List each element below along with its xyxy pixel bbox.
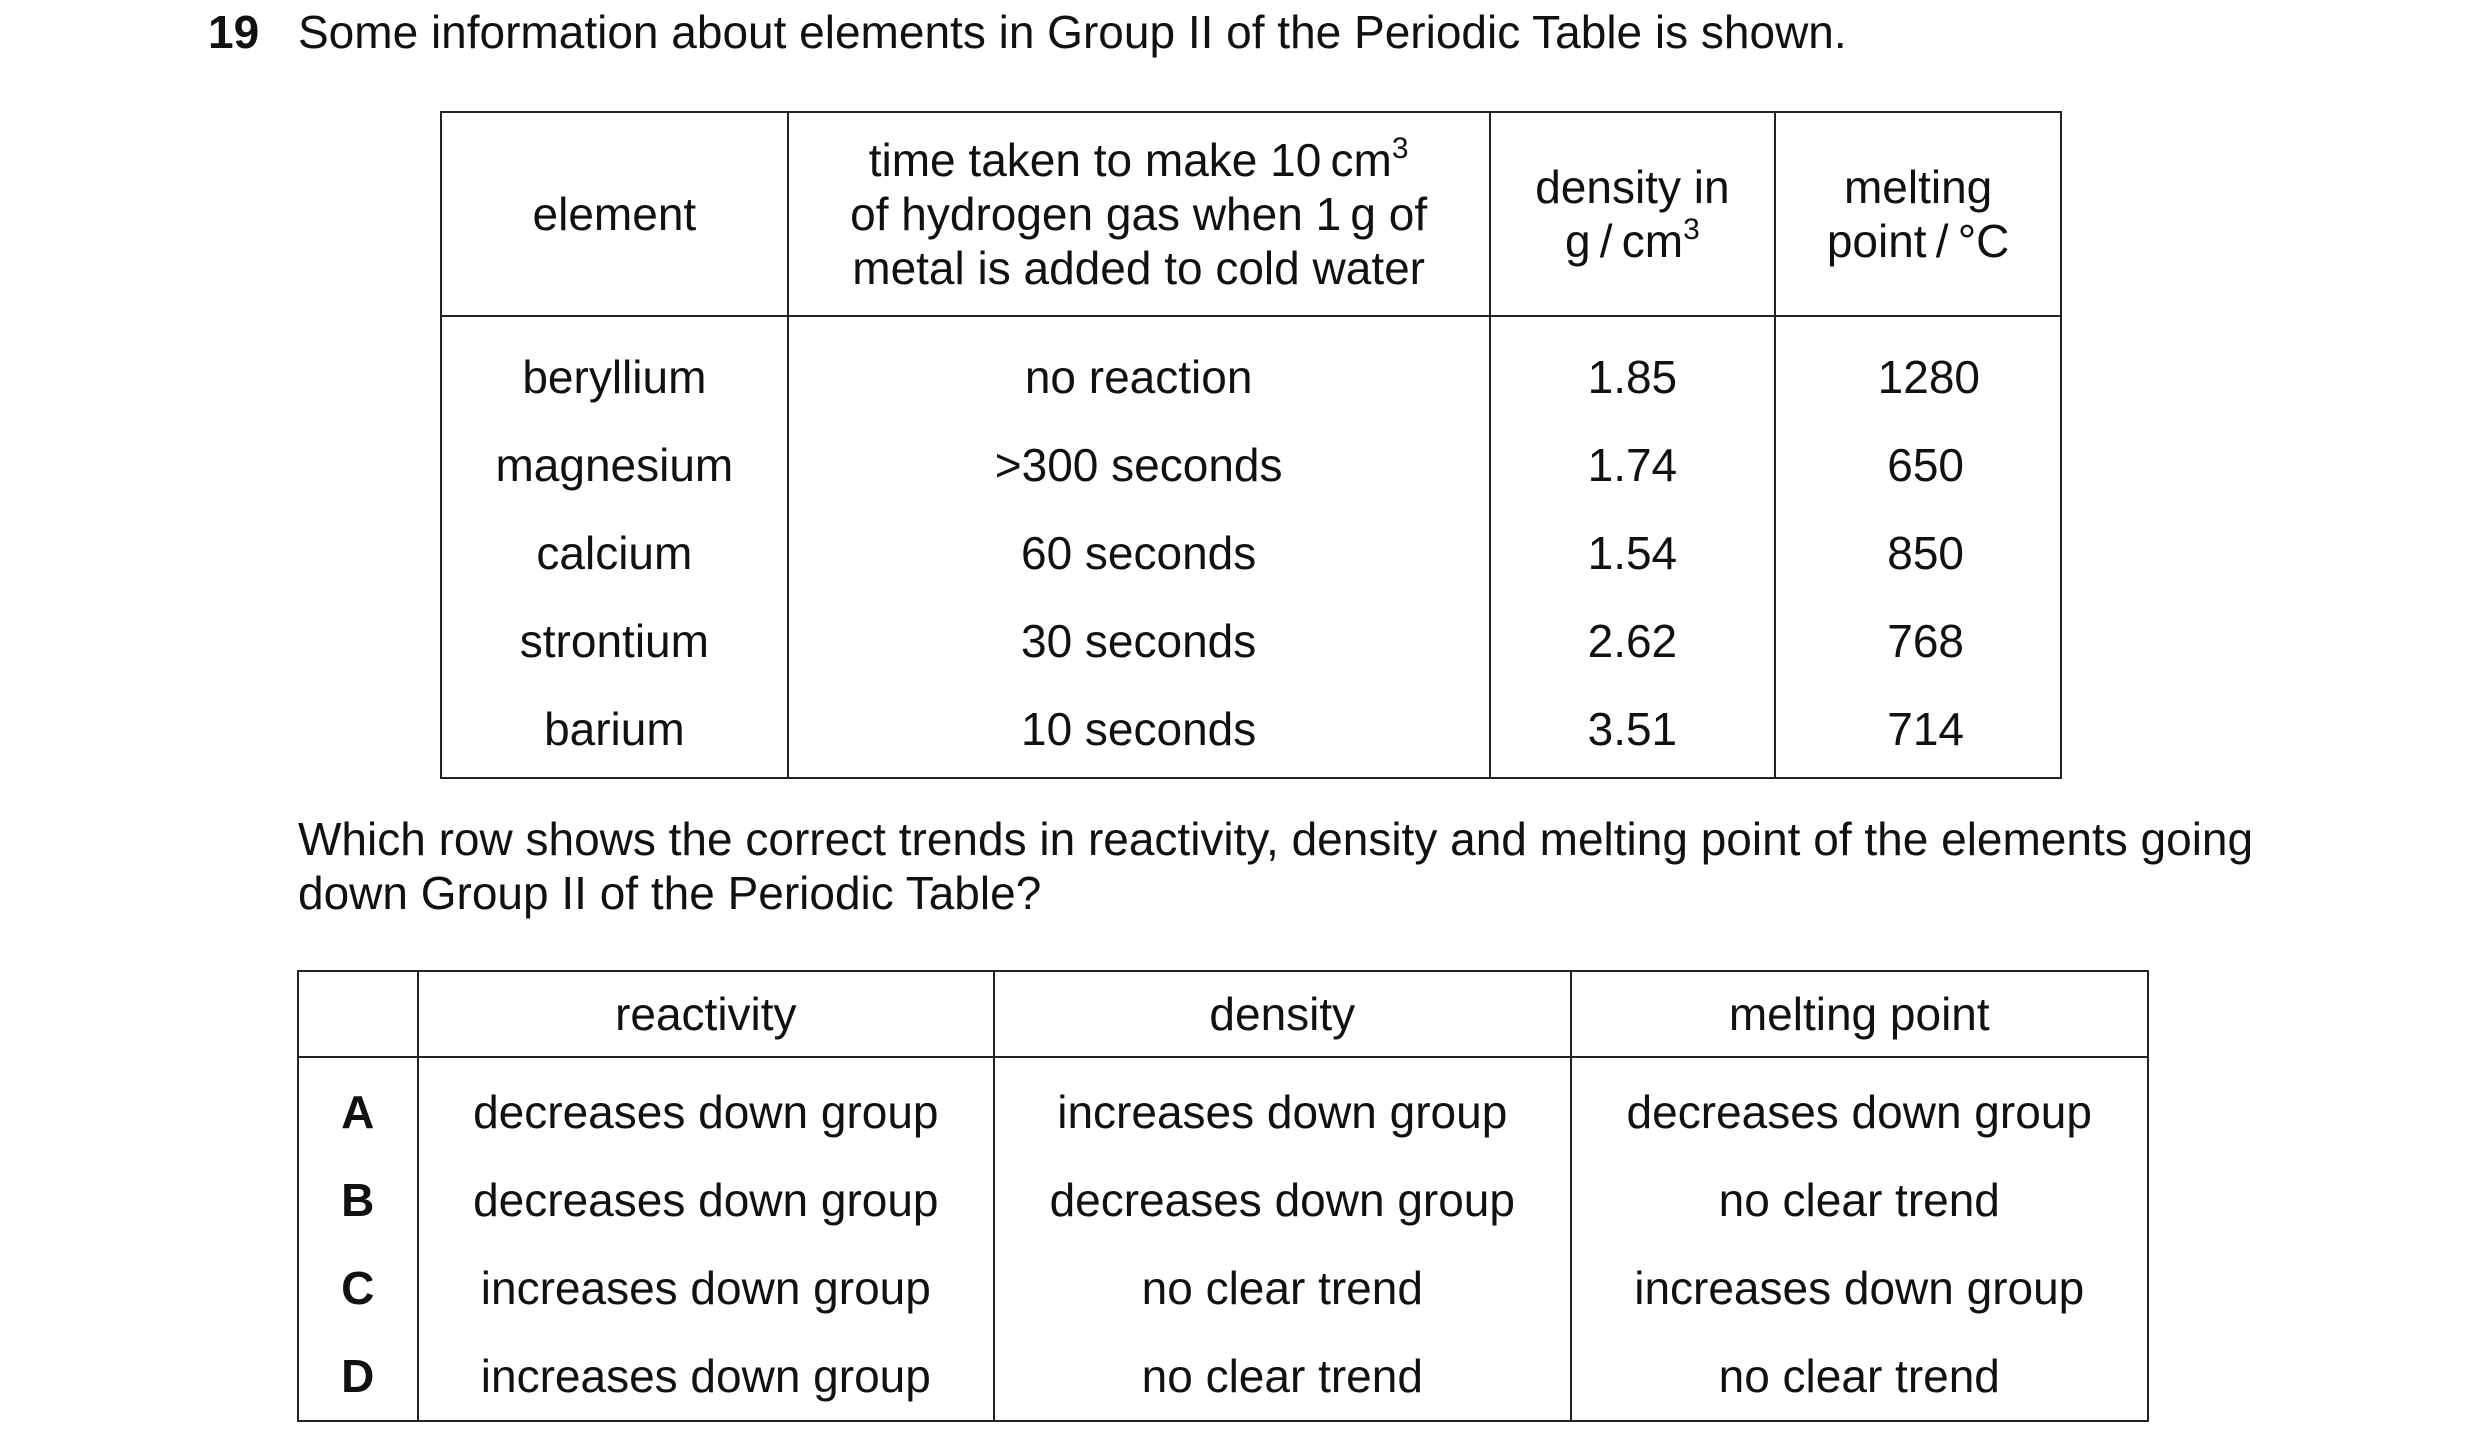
density-cell: 1.54 — [1490, 509, 1776, 597]
question-number: 19 — [208, 6, 260, 58]
table-row — [441, 597, 2061, 685]
option-letter[interactable]: D — [298, 1332, 418, 1421]
melting-point-cell: 850 — [1775, 509, 2061, 597]
time-cell: >300 seconds — [788, 421, 1490, 509]
element-cell: barium — [441, 685, 788, 778]
element-cell: magnesium — [441, 421, 788, 509]
question-prompt: Which row shows the correct trends in reactivity, density and melting point of the elements going down Group II of the Periodic Table? — [298, 813, 2254, 919]
density-cell: increases down group — [994, 1057, 1570, 1156]
header-element — [441, 112, 788, 316]
header-time-sup: 3 — [1391, 132, 1409, 165]
table-row — [441, 509, 2061, 597]
time-cell: 60 seconds — [788, 509, 1490, 597]
melting-point-cell: no clear trend — [1571, 1156, 2148, 1244]
options-header-row — [298, 971, 2148, 1057]
density-cell: decreases down group — [994, 1156, 1570, 1244]
melting-point-cell: no clear trend — [1571, 1332, 2148, 1421]
melting-point-cell: 650 — [1775, 421, 2061, 509]
header-melting-point — [1775, 112, 2061, 316]
reactivity-cell: increases down group — [418, 1332, 994, 1421]
option-row-c[interactable] — [298, 1244, 2148, 1332]
header-time-line2: of hydrogen gas when 1 g of — [850, 188, 1428, 240]
melting-point-cell: decreases down group — [1571, 1057, 2148, 1156]
table-row — [441, 421, 2061, 509]
header-density-sup: 3 — [1683, 213, 1700, 246]
element-cell: calcium — [441, 509, 788, 597]
density-cell: no clear trend — [994, 1244, 1570, 1332]
element-cell: beryllium — [441, 316, 788, 421]
density-cell: no clear trend — [994, 1332, 1570, 1421]
time-cell: 30 seconds — [788, 597, 1490, 685]
reactivity-cell: increases down group — [418, 1244, 994, 1332]
header-melting-point: melting point — [1571, 971, 2148, 1057]
header-density-line1: density in — [1535, 161, 1730, 213]
element-info-table — [440, 111, 2062, 779]
table-row — [441, 685, 2061, 778]
melting-point-cell: 714 — [1775, 685, 2061, 778]
melting-point-cell: 768 — [1775, 597, 2061, 685]
answer-options-table — [297, 970, 2149, 1422]
header-mp-line1: melting — [1843, 161, 1993, 213]
option-letter[interactable]: B — [298, 1156, 418, 1244]
header-density — [1490, 112, 1776, 316]
reactivity-cell: decreases down group — [418, 1057, 994, 1156]
header-density: density — [994, 971, 1570, 1057]
option-row-b[interactable] — [298, 1156, 2148, 1244]
density-cell: 3.51 — [1490, 685, 1776, 778]
header-mp-line2: point / °C — [1826, 215, 2010, 267]
header-density-line2: g / cm — [1564, 215, 1684, 267]
header-element-label: element — [532, 188, 697, 240]
header-time-line1: time taken to make 10 cm — [868, 134, 1392, 186]
density-cell: 1.74 — [1490, 421, 1776, 509]
time-cell: no reaction — [788, 316, 1490, 421]
reactivity-cell: decreases down group — [418, 1156, 994, 1244]
header-time-taken — [788, 112, 1490, 316]
header-reactivity: reactivity — [418, 971, 994, 1057]
info-table-header-row — [441, 112, 2061, 316]
element-cell: strontium — [441, 597, 788, 685]
header-time-line3: metal is added to cold water — [852, 242, 1426, 294]
question-intro: Some information about elements in Group II of the Periodic Table is shown. — [298, 6, 1847, 58]
table-row — [441, 316, 2061, 421]
option-row-d[interactable] — [298, 1332, 2148, 1421]
melting-point-cell: increases down group — [1571, 1244, 2148, 1332]
header-letter — [298, 971, 418, 1057]
density-cell: 2.62 — [1490, 597, 1776, 685]
option-row-a[interactable] — [298, 1057, 2148, 1156]
option-letter[interactable]: A — [298, 1057, 418, 1156]
density-cell: 1.85 — [1490, 316, 1776, 421]
time-cell: 10 seconds — [788, 685, 1490, 778]
option-letter[interactable]: C — [298, 1244, 418, 1332]
melting-point-cell: 1280 — [1775, 316, 2061, 421]
